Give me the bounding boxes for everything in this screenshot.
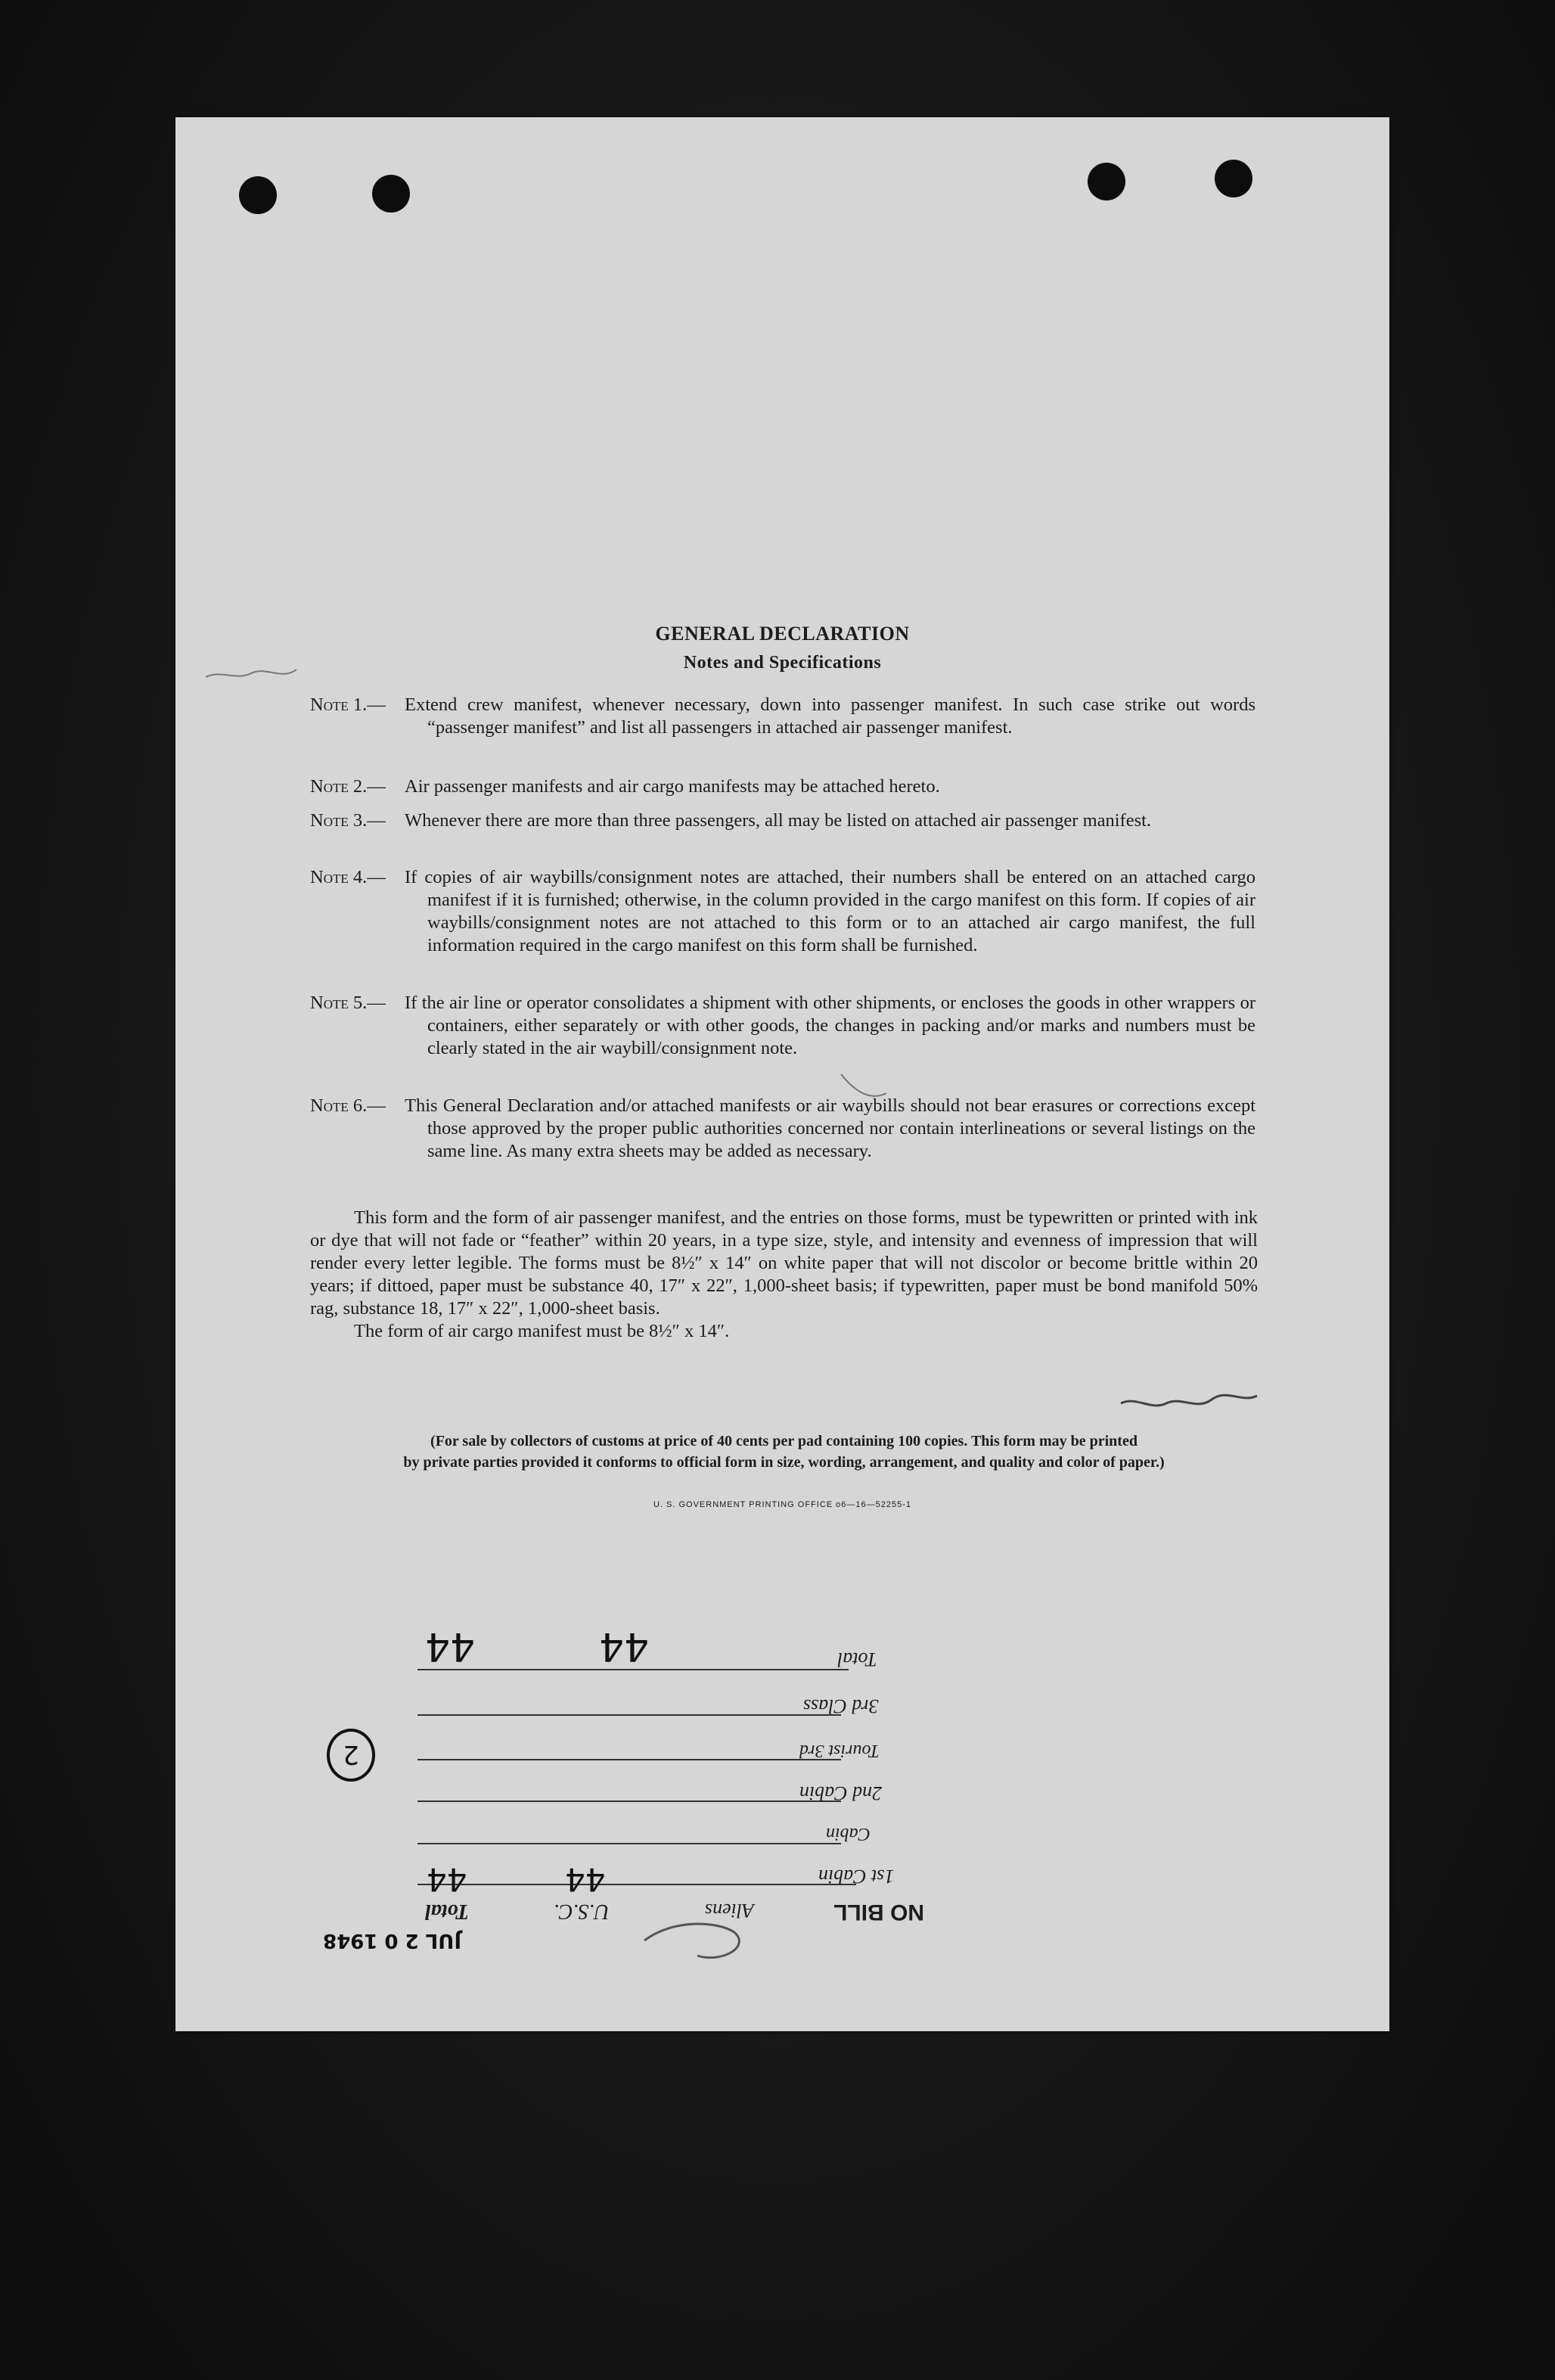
stamp-row-label: 2nd Cabin [799, 1782, 883, 1804]
page-title: GENERAL DECLARATION [655, 623, 910, 645]
circled-mark [327, 1729, 375, 1782]
cargo-size-line: The form of air cargo manifest must be 8½″ x 14″. [354, 1321, 730, 1341]
circled-mark-text: 2 [343, 1739, 359, 1769]
stamp-rule [417, 1801, 841, 1802]
form-paragraph: This form and the form of air passenger manifest, and the entries on those forms, must be typewritten or printed with ink or dye that will not fade or “feather” within 20 years, in a type size, style, and intensity and evenness of impression that will render every letter legible. The forms must be 8½″ x 14″ on white paper that will not discolor or become brittle within 20 years; if dittoed, paper must be substance 40, 17″ x 22″, 1,000-sheet basis; if typewritten, paper must be bond manifold 50% rag, substance 18, 17″ x 22″, 1,000-sheet basis. [310, 1207, 1258, 1319]
passenger-stamp [417, 1619, 962, 1937]
note-2 [310, 775, 1255, 798]
sale-notice-line-1: (For sale by collectors of customs at price of 40 cents per pad containing 100 copies. This form may be printed [430, 1433, 1138, 1449]
stamp-header-aliens: Aliens [705, 1900, 754, 1922]
note-text: Extend crew manifest, whenever necessary, down into passenger manifest. In such case strike out words “passenger manifest” and list all passengers in attached air passenger manifest. [405, 694, 1255, 738]
stamp-rule [417, 1884, 856, 1885]
stamp-row-label: 1st Cabin [818, 1866, 895, 1888]
note-text: This General Declaration and/or attached manifests or air waybills should not bear erasures or corrections except those approved by the proper public authorities concerned nor contain interlineations or several listings on the same line. As many extra sheets may be added as necessary. [405, 1095, 1255, 1161]
note-5 [310, 992, 1255, 1060]
stamp-rule [417, 1759, 841, 1760]
stamp-total-value: 44 [599, 1623, 650, 1669]
note-label: Note 6.— [310, 1095, 386, 1116]
page-subtitle: Notes and Specifications [683, 653, 882, 673]
stamp-rule [417, 1714, 841, 1716]
note-1 [310, 694, 1255, 739]
punch-hole [1215, 160, 1252, 197]
note-6 [310, 1095, 1255, 1163]
note-label: Note 1.— [310, 694, 386, 715]
stamp-header-total-value: 44 [427, 1861, 467, 1898]
punch-hole [239, 176, 277, 214]
note-label: Note 2.— [310, 776, 386, 797]
stamp-row-label: Cabin [826, 1824, 871, 1844]
note-label: Note 5.— [310, 993, 386, 1013]
stamp-header-total: Total [425, 1900, 470, 1923]
note-4 [310, 866, 1255, 957]
stamp-row-label: Tourist 3rd [799, 1741, 880, 1760]
note-text: If the air line or operator consolidates a shipment with other shipments, or encloses the goods in other wrappers or containers, either separately or with other goods, the changes in packing and/or marks and numbers must be clearly stated in the air waybill/consignment note. [405, 993, 1255, 1058]
stamp-header-no-bill: NO BILL [833, 1900, 924, 1925]
note-3 [310, 809, 1255, 832]
stamp-total-value: 44 [425, 1623, 476, 1669]
sale-notice-line-2: by private parties provided it conforms to official form in size, wording, arrangement, and quality and color of paper.) [403, 1454, 1165, 1471]
stamp-rule [417, 1843, 841, 1844]
note-text: Whenever there are more than three passengers, all may be listed on attached air passenger manifest. [405, 810, 1152, 831]
document-page [175, 117, 1389, 2031]
stamp-header-usc: U.S.C. [554, 1900, 610, 1923]
stamp-rule [417, 1669, 849, 1670]
printing-office-line: U. S. GOVERNMENT PRINTING OFFICE o6—16—52255-1 [653, 1500, 912, 1509]
note-text: Air passenger manifests and air cargo manifests may be attached hereto. [405, 776, 940, 797]
note-text: If copies of air waybills/consignment notes are attached, their numbers shall be entered on an attached cargo manifest if it is furnished; otherwise, in the column provided in the cargo manifest on this form. If copies of air waybills/consignment notes are not attached to this form or to an attached air cargo manifest, the full information required in the cargo manifest on this form shall be furnished. [405, 867, 1255, 955]
note-label: Note 4.— [310, 867, 386, 887]
punch-hole [372, 175, 410, 213]
stamp-row-label: Total [837, 1648, 877, 1670]
stamp-date: JUL 2 0 1948 [323, 1929, 462, 1952]
punch-hole [1088, 163, 1125, 200]
stamp-header-usc-value: 44 [565, 1861, 606, 1898]
note-label: Note 3.— [310, 810, 386, 831]
stamp-row-label: 3rd Class [803, 1695, 879, 1717]
form-specifications [310, 1207, 1258, 1343]
sale-notice [310, 1431, 1258, 1473]
